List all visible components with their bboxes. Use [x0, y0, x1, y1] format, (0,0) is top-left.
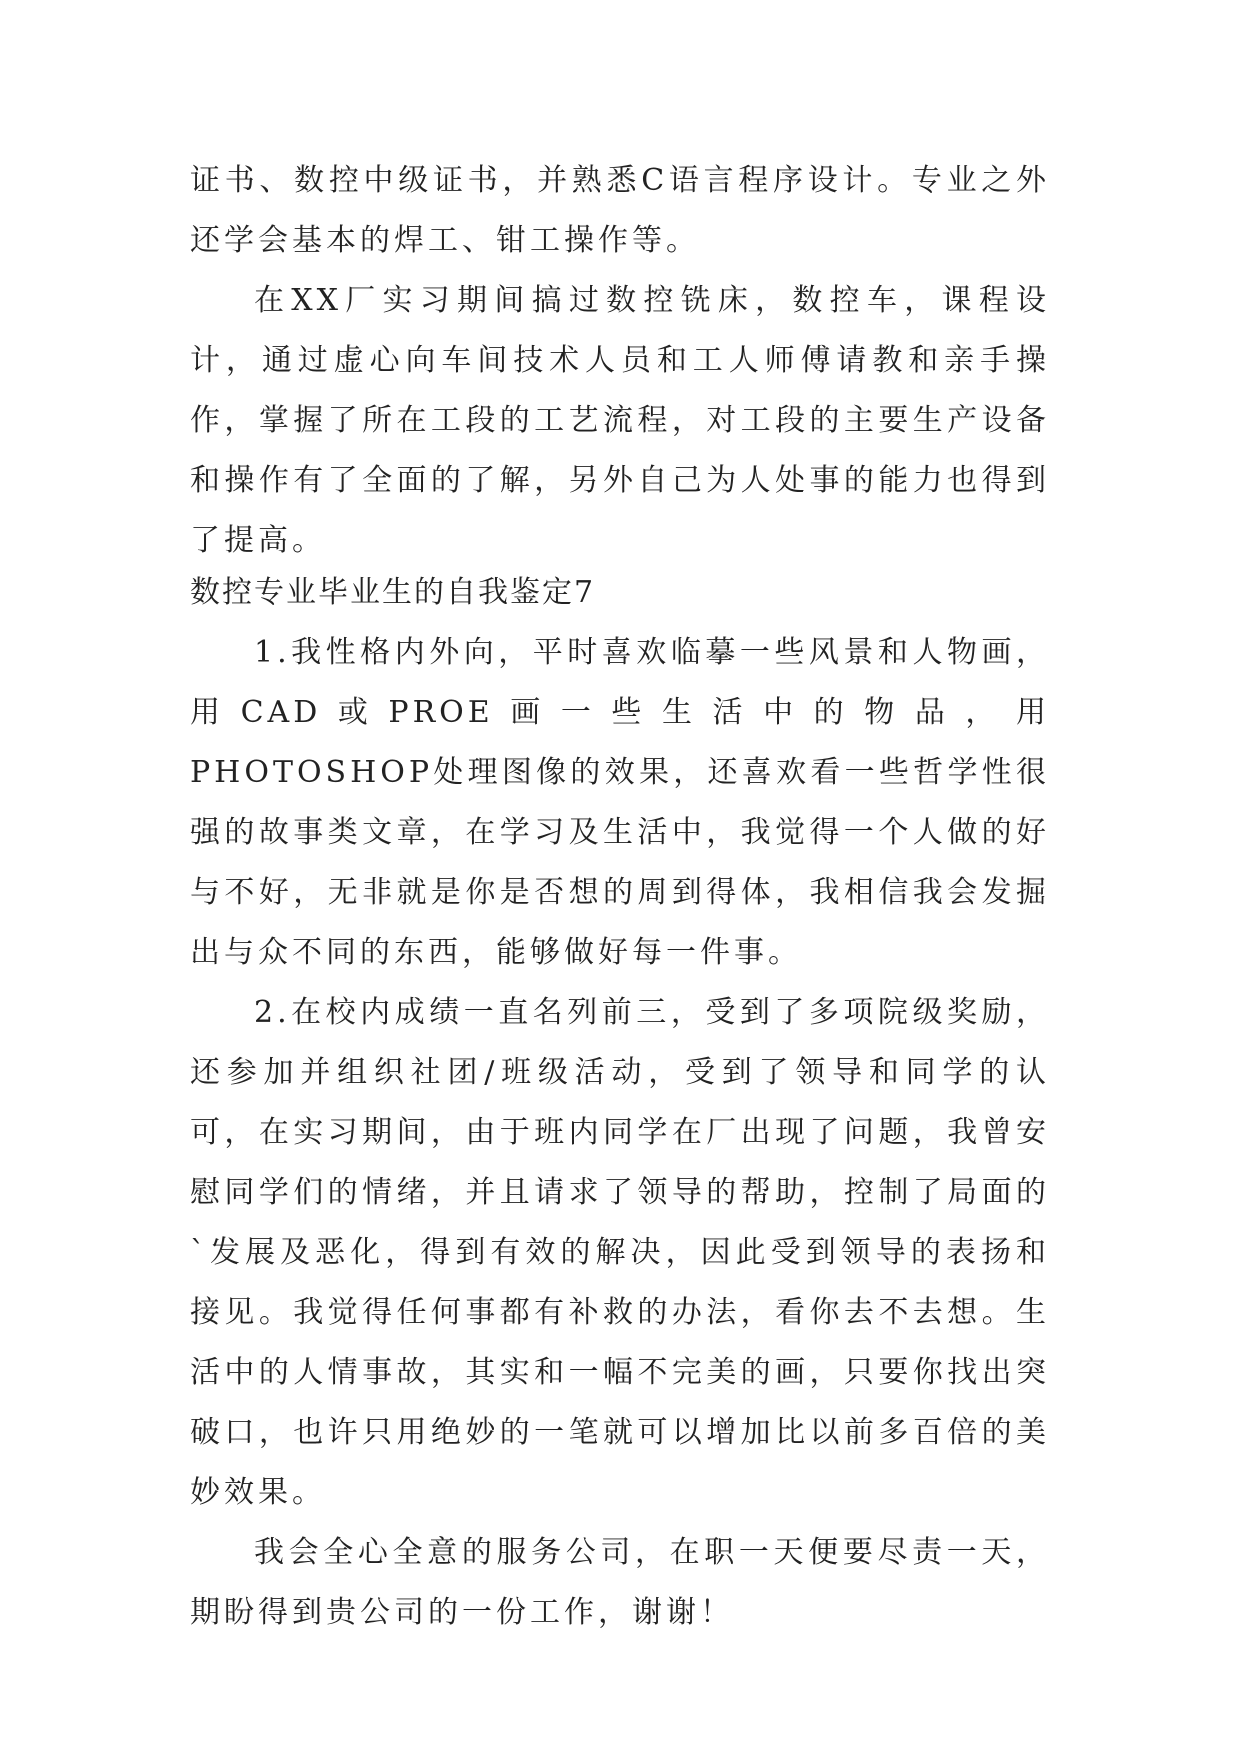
paragraph-closing: 我会全心全意的服务公司，在职一天便要尽责一天，期盼得到贵公司的一份工作，谢谢！	[190, 1535, 1050, 1630]
paragraph-item-1: 1.我性格内外向，平时喜欢临摹一些风景和人物画，用CAD或PROE画一些生活中的物品，用PHOTOSHOP处理图像的效果，还喜欢看一些哲学性很强的故事类文章，在学习及生活中，我觉得一个人做的好与不好，无非就是你是否想的周到得体，我相信我会发掘出与众不同的东西，能够做好每一件事。	[190, 635, 1050, 970]
section-heading: 数控专业毕业生的自我鉴定7	[190, 575, 596, 610]
paragraph-item-2: 2.在校内成绩一直名列前三，受到了多项院级奖励，还参加并组织社团/班级活动，受到了领导和同学的认可，在实习期间，由于班内同学在厂出现了问题，我曾安慰同学们的情绪，并且请求了领导的帮助，控制了局面的`发展及恶化，得到有效的解决，因此受到领导的表扬和接见。我觉得任何事都有补救的办法，看你去不去想。生活中的人情事故，其实和一幅不完美的画，只要你找出突破口，也许只用绝妙的一笔就可以增加比以前多百倍的美妙效果。	[190, 995, 1050, 1510]
paragraph-certificates: 证书、数控中级证书，并熟悉C语言程序设计。专业之外还学会基本的焊工、钳工操作等。	[190, 163, 1050, 258]
top-text-block	[190, 151, 1050, 571]
paragraph-internship: 在XX厂实习期间搞过数控铣床，数控车，课程设计，通过虚心向车间技术人员和工人师傅请教和亲手操作，掌握了所在工段的工艺流程，对工段的主要生产设备和操作有了全面的了解，另外自己为人处事的能力也得到了提高。	[190, 283, 1050, 558]
section-text-block	[190, 623, 1050, 1643]
